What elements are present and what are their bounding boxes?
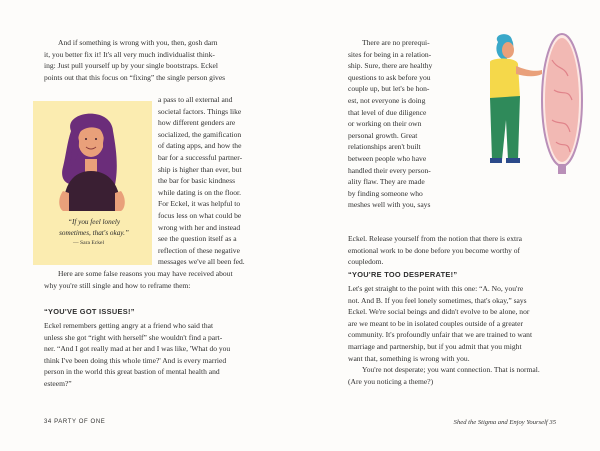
text-line: ship. Sure, there are healthy xyxy=(348,61,433,71)
text-line: You're not desperate; you want connection. That is normal. xyxy=(362,365,540,375)
text-line: want that, something is wrong with you. xyxy=(348,353,470,363)
left-wrapped-paragraph xyxy=(158,94,276,268)
text-line: Eckel. Release yourself from the notion that there is extra xyxy=(348,234,522,243)
text-line: reflection of these negative xyxy=(158,245,240,255)
text-line: relationships aren't built xyxy=(348,142,421,152)
text-line: coupledom. xyxy=(348,257,384,267)
text-line: Let's get straight to the point with this one: “A. No, you're xyxy=(348,284,524,293)
text-line: meshes well with you, says xyxy=(348,200,431,210)
text-line: And if something is wrong with you, then, gosh darn xyxy=(58,38,218,47)
left-transition-paragraph xyxy=(44,268,276,291)
text-line: how different genders are xyxy=(158,118,236,128)
text-line: or working on their own xyxy=(348,119,422,129)
text-line: bar for a successful partner- xyxy=(158,152,243,162)
right-wrapped-paragraph xyxy=(348,37,468,211)
text-line: between people who have xyxy=(348,153,427,163)
left-intro-paragraph xyxy=(44,37,276,83)
text-line: ing: Just pull yourself up by your single bootstraps. Eckel xyxy=(44,61,218,71)
desperate-paragraph xyxy=(348,283,580,387)
text-line: personal growth. Great xyxy=(348,130,418,140)
text-line: (Are you noticing a theme?) xyxy=(348,376,434,386)
right-page-footer: Shed the Stigma and Enjoy Yourself 35 xyxy=(453,419,556,426)
quote-attribution: — Sara Eckel xyxy=(73,240,105,246)
right-continuation-paragraph xyxy=(348,233,580,268)
text-line: while dating is on the floor. xyxy=(158,187,242,197)
text-line: the bar for basic kindness xyxy=(158,176,236,186)
text-line: why you're still single and how to reframe them: xyxy=(44,280,191,290)
text-line: are we meant to be in isolated couples outside of a greater xyxy=(348,318,523,328)
quote-line: sometimes, that's okay.” xyxy=(59,228,129,237)
text-line: points out that this focus on “fixing” the single person gives xyxy=(44,72,226,82)
text-line: by finding someone who xyxy=(348,188,423,198)
text-line: of dating apps, and how the xyxy=(158,141,242,151)
section-heading-issues: “YOU'VE GOT ISSUES!” xyxy=(44,307,135,316)
text-line: couple up, but let's be hon- xyxy=(348,84,430,94)
text-line: For Eckel, it was helpful to xyxy=(158,199,241,209)
issues-paragraph xyxy=(44,320,276,390)
text-line: questions to ask before you xyxy=(348,72,431,82)
text-line: that level of due diligence xyxy=(348,107,427,117)
text-line: esteem?” xyxy=(44,378,72,388)
text-line: unless she got “right with herself” she wouldn't find a part- xyxy=(44,332,223,342)
text-line: sites for being in a relation- xyxy=(348,49,432,59)
left-page-footer: 34 PARTY OF ONE xyxy=(44,419,106,425)
text-line: There are no prerequi- xyxy=(362,38,430,47)
text-line: ality flaw. They are made xyxy=(348,177,425,187)
text-line: think I've been doing this whole time?' And is every married xyxy=(44,355,227,365)
text-line: Here are some false reasons you may have received about xyxy=(58,269,233,278)
text-line: Eckel remembers getting angry at a friend who said that xyxy=(44,321,214,330)
text-line: a pass to all external and xyxy=(158,95,233,104)
text-line: community. It's profoundly unfair that we are trained to want xyxy=(348,330,533,340)
text-line: Eckel. We're social beings and didn't evolve to be alone, nor xyxy=(348,307,530,317)
text-line: person in the world this great bastion of mental health and xyxy=(44,367,220,377)
text-line: societal factors. Things like xyxy=(158,106,242,116)
section-heading-desperate: “YOU'RE TOO DESPERATE!” xyxy=(348,270,458,279)
quote-line: “If you feel lonely xyxy=(67,218,121,226)
text-line: handled their every person- xyxy=(348,165,431,175)
text-line: it, you better fix it! It's all very much individualist think- xyxy=(44,49,215,59)
text-line: est, not everyone is doing xyxy=(348,95,426,105)
mirror-illustration-icon xyxy=(476,30,586,180)
text-line: socialized, the gamification xyxy=(158,129,242,139)
text-line: wrong with her and instead xyxy=(158,222,241,232)
text-line: ner. “And I got really mad at her and I was like, 'What do you xyxy=(44,344,231,354)
text-line: marriage and partnership, but if you admit that you might xyxy=(348,341,522,351)
woman-illustration xyxy=(33,101,152,265)
pull-quote xyxy=(41,217,147,238)
text-line: focus less on what could be xyxy=(158,210,242,220)
text-line: not. And B. If you feel lonely sometimes, that's okay,” says xyxy=(348,295,527,305)
text-line: emotional work to be done before you become worthy of xyxy=(348,245,521,255)
text-line: see the question itself as a xyxy=(158,234,237,244)
text-line: messages we've all been fed. xyxy=(158,257,245,267)
text-line: ship is higher than ever, but xyxy=(158,164,242,174)
